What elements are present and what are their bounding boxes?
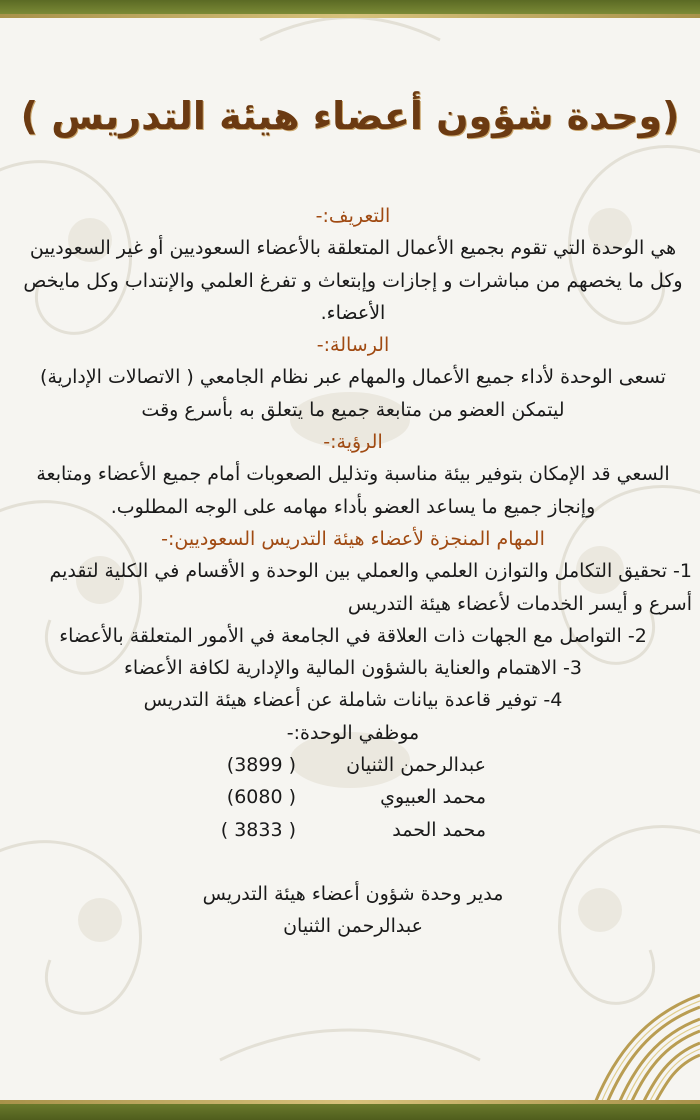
bottom-green-band — [0, 1104, 700, 1120]
staff-extension: ( 3899) — [226, 754, 296, 777]
signature-role: مدير وحدة شؤون أعضاء هيئة التدريس — [202, 882, 504, 905]
staff-name: محمد الحمد — [392, 818, 486, 841]
staff-member-3 — [14, 814, 692, 846]
mission-text: تسعى الوحدة لأداء جميع الأعمال والمهام عبر نظام الجامعي ( الاتصالات الإدارية) ليتمكن العضو من متابعة جميع ما يتعلق به بأسرع وقت — [40, 366, 666, 421]
page-title: (وحدة شؤون أعضاء هيئة التدريس ) — [20, 94, 680, 138]
tasks-heading: المهام المنجزة لأعضاء هيئة التدريس السعوديين:- — [161, 527, 545, 550]
staff-member-2 — [14, 781, 692, 813]
mission-heading: الرسالة:- — [316, 334, 390, 357]
vision-text: السعي قد الإمكان بتوفير بيئة مناسبة وتذليل الصعوبات أمام جميع الأعضاء ومتابعة وإنجاز جميع ما يساعد العضو بأداء مهامه على الوجه المطلوب. — [36, 463, 670, 518]
top-green-band — [0, 0, 700, 14]
task-item-4: 4- توفير قاعدة بيانات شاملة عن أعضاء هيئة التدريس — [143, 689, 563, 712]
signature-spacer — [14, 846, 692, 878]
vision-heading: الرؤية:- — [323, 431, 383, 454]
staff-extension: ( 3833 ) — [220, 818, 296, 841]
staff-name: محمد العبيوي — [380, 786, 486, 809]
staff-heading: موظفي الوحدة:- — [286, 721, 420, 744]
definition-heading: التعريف:- — [315, 205, 391, 227]
gold-wave-ornament — [585, 985, 700, 1103]
top-gold-stripe — [0, 14, 700, 18]
task-item-1: 1- تحقيق التكامل والتوازن العلمي والعملي بين الوحدة و الأقسام في الكلية لتقديم أسرع و أيسر الخدمات لأعضاء هيئة التدريس — [49, 560, 692, 615]
staff-extension: ( 6080) — [226, 786, 296, 809]
staff-name: عبدالرحمن الثنيان — [346, 754, 486, 777]
staff-member-1 — [14, 749, 692, 781]
task-item-3: 3- الاهتمام والعناية بالشؤون المالية والإدارية لكافة الأعضاء — [123, 657, 583, 680]
definition-text: هي الوحدة التي تقوم بجميع الأعمال المتعلقة بالأعضاء السعوديين أو غير السعوديين وكل ما يخصهم من مباشرات و إجازات وإبتعاث و تفرغ العلمي والإنتداب وكل مايخص الأعضاء. — [23, 237, 683, 324]
signature-name: عبدالرحمن الثنيان — [283, 915, 423, 938]
document-body — [14, 200, 692, 943]
task-item-2: 2- التواصل مع الجهات ذات العلاقة في الجامعة في الأمور المتعلقة بالأعضاء — [59, 624, 647, 647]
